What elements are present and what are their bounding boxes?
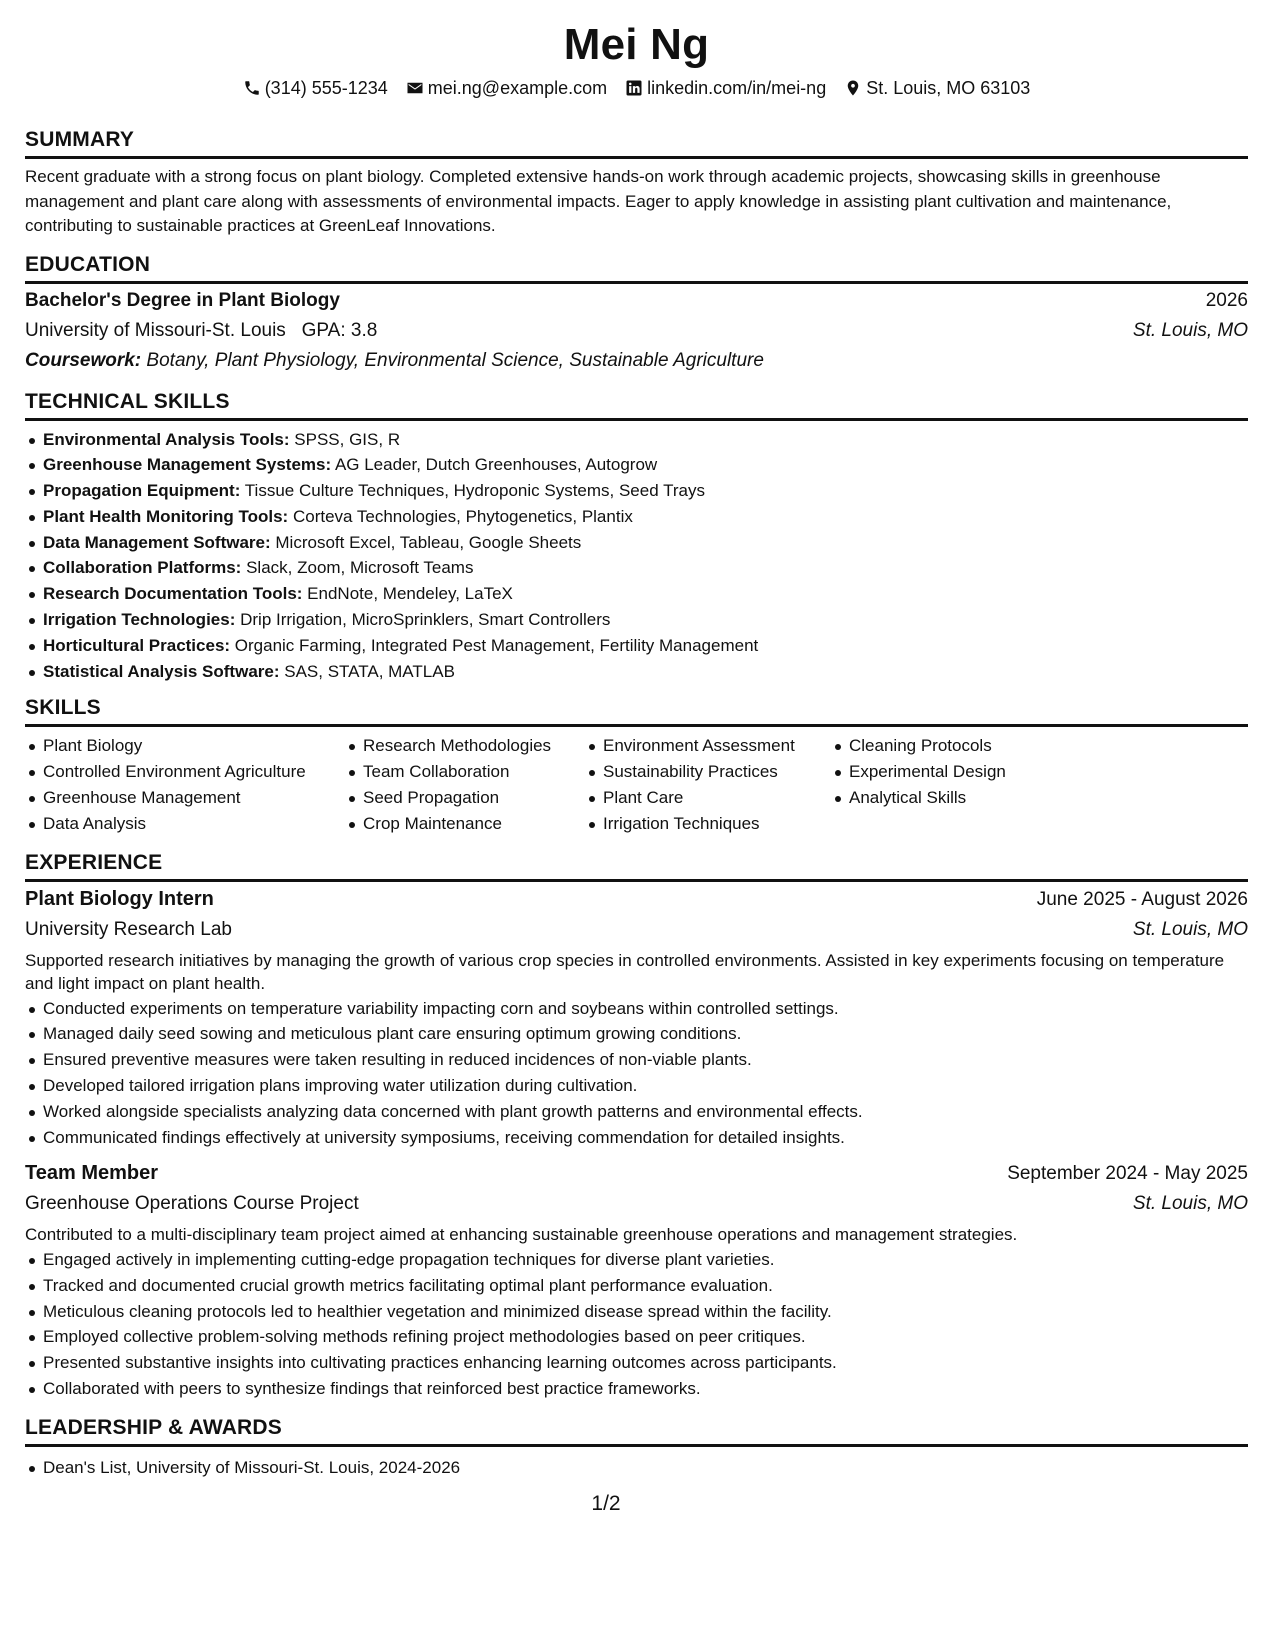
coursework	[25, 346, 1248, 376]
page-indicator: 1/2	[591, 1492, 621, 1515]
skill-category: Statistical Analysis Software:	[43, 661, 280, 681]
skill-values: Microsoft Excel, Tableau, Google Sheets	[270, 532, 582, 552]
skills-column	[345, 733, 585, 836]
skill-values: AG Leader, Dutch Greenhouses, Autogrow	[331, 455, 658, 475]
list-item: Presented substantive insights into cultivating practices enhancing learning outcomes across participants.	[43, 1350, 1248, 1376]
job-description: Contributed to a multi-disciplinary team project aimed at enhancing sustainable greenhouse operations and management strategies.	[25, 1225, 1018, 1245]
list-item: Worked alongside specialists analyzing data concerned with plant growth patterns and environmental effects.	[43, 1099, 1248, 1125]
job-location: St. Louis, MO	[1132, 918, 1248, 940]
list-item: Managed daily seed sowing and meticulous plant care ensuring optimum growing conditions.	[43, 1021, 1248, 1047]
skills-column	[25, 733, 345, 836]
summary-text: Recent graduate with a strong focus on plant biology. Completed extensive hands-on work through academic projects, showcasing skills in greenhouse management and plant care along with assessments of environmental impacts. Eager to apply knowledge in assisting plant cultivation and maintenance, contributing to sustainable practices at GreenLeaf Innovations.	[25, 167, 1172, 235]
job-bullets	[25, 996, 1248, 1151]
skill-category: Irrigation Technologies:	[43, 610, 236, 630]
degree: Bachelor's Degree in Plant Biology	[25, 289, 340, 311]
list-item: Team Collaboration	[363, 759, 585, 785]
leadership-section	[25, 1414, 1248, 1481]
skill-values: Slack, Zoom, Microsoft Teams	[241, 558, 474, 578]
skill-category: Collaboration Platforms:	[43, 558, 242, 578]
contact-bar	[25, 74, 1248, 102]
summary-section	[25, 126, 1248, 239]
skills-section	[25, 694, 1248, 836]
list-item: Plant Care	[603, 785, 831, 811]
phone-icon	[243, 79, 261, 97]
phone-text: (314) 555-1234	[264, 78, 388, 98]
email-text: mei.ng@example.com	[427, 78, 608, 98]
skill-values: SAS, STATA, MATLAB	[279, 661, 455, 681]
school-name: University of Missouri-St. Louis GPA: 3.8	[25, 319, 378, 341]
list-item	[43, 633, 1248, 659]
skill-values: Drip Irrigation, MicroSprinklers, Smart Controllers	[235, 610, 611, 630]
list-item: Employed collective problem-solving methods refining project methodologies based on peer critiques.	[43, 1324, 1248, 1350]
skill-category: Greenhouse Management Systems:	[43, 455, 332, 475]
list-item	[43, 581, 1248, 607]
education-header-row	[25, 286, 1248, 316]
job-bullets	[25, 1247, 1248, 1402]
skill-values: Organic Farming, Integrated Pest Management, Fertility Management	[230, 635, 759, 655]
section-title-technical-skills: TECHNICAL SKILLS	[25, 388, 1248, 421]
skill-values: SPSS, GIS, R	[289, 429, 401, 449]
experience-org-row	[25, 1189, 1248, 1219]
list-item: Ensured preventive measures were taken resulting in reduced incidences of non-viable plants.	[43, 1047, 1248, 1073]
location-text: St. Louis, MO 63103	[866, 78, 1031, 98]
list-item: Environment Assessment	[603, 733, 831, 759]
list-item	[43, 530, 1248, 556]
skill-category: Research Documentation Tools:	[43, 584, 303, 604]
skill-values: EndNote, Mendeley, LaTeX	[302, 584, 513, 604]
job-location: St. Louis, MO	[1132, 1193, 1248, 1215]
list-item: Developed tailored irrigation plans improving water utilization during cultivation.	[43, 1073, 1248, 1099]
list-item: Research Methodologies	[363, 733, 585, 759]
list-item	[43, 478, 1248, 504]
list-item	[43, 504, 1248, 530]
coursework-list: Botany, Plant Physiology, Environmental Science, Sustainable Agriculture	[141, 349, 764, 371]
resume-page	[25, 18, 1248, 1481]
list-item: Collaborated with peers to synthesize findings that reinforced best practice frameworks.	[43, 1376, 1248, 1402]
graduation-year: 2026	[1205, 289, 1248, 311]
list-item: Controlled Environment Agriculture	[43, 759, 345, 785]
list-item: Dean's List, University of Missouri-St. Louis, 2024-2026	[43, 1455, 1248, 1481]
skill-category: Data Management Software:	[43, 532, 271, 552]
skill-category: Environmental Analysis Tools:	[43, 429, 290, 449]
list-item: Analytical Skills	[849, 785, 1081, 811]
skill-values: Tissue Culture Techniques, Hydroponic Systems, Seed Trays	[240, 481, 705, 501]
list-item: Conducted experiments on temperature variability impacting corn and soybeans within controlled settings.	[43, 996, 1248, 1022]
list-item	[43, 452, 1248, 478]
job-role: Plant Biology Intern	[25, 887, 214, 910]
linkedin-text: linkedin.com/in/mei-ng	[647, 78, 827, 98]
map-pin-icon	[844, 79, 862, 97]
list-item	[43, 555, 1248, 581]
job-description: Supported research initiatives by managing the growth of various crop species in controlled environments. Assisted in key experiments focusing on temperature and light impact on plant health.	[25, 950, 1225, 994]
list-item: Engaged actively in implementing cutting-edge propagation techniques for diverse plant varieties.	[43, 1247, 1248, 1273]
experience-header-row	[25, 884, 1248, 915]
skills-column	[831, 733, 1081, 836]
section-title-skills: SKILLS	[25, 694, 1248, 727]
contact-linkedin[interactable]	[625, 74, 826, 102]
job-org: University Research Lab	[25, 918, 232, 940]
list-item: Greenhouse Management	[43, 785, 345, 811]
contact-email[interactable]	[406, 74, 607, 102]
linkedin-icon	[625, 79, 643, 97]
skill-category: Horticultural Practices:	[43, 635, 231, 655]
list-item	[43, 427, 1248, 453]
experience-entry	[25, 1158, 1248, 1401]
skills-column	[585, 733, 831, 836]
list-item: Cleaning Protocols	[849, 733, 1081, 759]
coursework-label: Coursework:	[25, 349, 142, 371]
experience-org-row	[25, 915, 1248, 945]
job-org: Greenhouse Operations Course Project	[25, 1193, 359, 1215]
job-dates: June 2025 - August 2026	[1036, 888, 1248, 910]
leadership-list	[25, 1455, 1248, 1481]
list-item	[43, 607, 1248, 633]
technical-skills-list	[25, 427, 1248, 685]
skill-category: Propagation Equipment:	[43, 481, 241, 501]
list-item: Seed Propagation	[363, 785, 585, 811]
experience-section	[25, 849, 1248, 1402]
list-item: Tracked and documented crucial growth metrics facilitating optimal plant performance evaluation.	[43, 1273, 1248, 1299]
list-item: Plant Biology	[43, 733, 345, 759]
list-item: Data Analysis	[43, 811, 345, 837]
list-item: Sustainability Practices	[603, 759, 831, 785]
education-section	[25, 251, 1248, 376]
skill-values: Corteva Technologies, Phytogenetics, Plantix	[288, 506, 633, 526]
list-item: Communicated findings effectively at university symposiums, receiving commendation for detailed insights.	[43, 1125, 1248, 1151]
section-title-summary: SUMMARY	[25, 126, 1248, 159]
contact-location	[844, 74, 1030, 102]
contact-phone	[243, 74, 388, 102]
list-item: Experimental Design	[849, 759, 1081, 785]
skills-grid	[25, 733, 1248, 836]
section-title-experience: EXPERIENCE	[25, 849, 1248, 882]
list-item: Meticulous cleaning protocols led to healthier vegetation and minimized disease spread within the facility.	[43, 1299, 1248, 1325]
candidate-name: Mei Ng	[563, 20, 710, 69]
school-location: St. Louis, MO	[1132, 319, 1248, 341]
list-item: Crop Maintenance	[363, 811, 585, 837]
list-item: Irrigation Techniques	[603, 811, 831, 837]
education-school-row	[25, 316, 1248, 346]
section-title-education: EDUCATION	[25, 251, 1248, 284]
envelope-icon	[406, 79, 424, 97]
experience-header-row	[25, 1158, 1248, 1189]
list-item	[43, 659, 1248, 685]
job-role: Team Member	[25, 1162, 159, 1185]
job-dates: September 2024 - May 2025	[1007, 1163, 1248, 1185]
experience-entry	[25, 884, 1248, 1151]
technical-skills-section	[25, 388, 1248, 685]
section-title-leadership: LEADERSHIP & AWARDS	[25, 1414, 1248, 1447]
skill-category: Plant Health Monitoring Tools:	[43, 506, 289, 526]
